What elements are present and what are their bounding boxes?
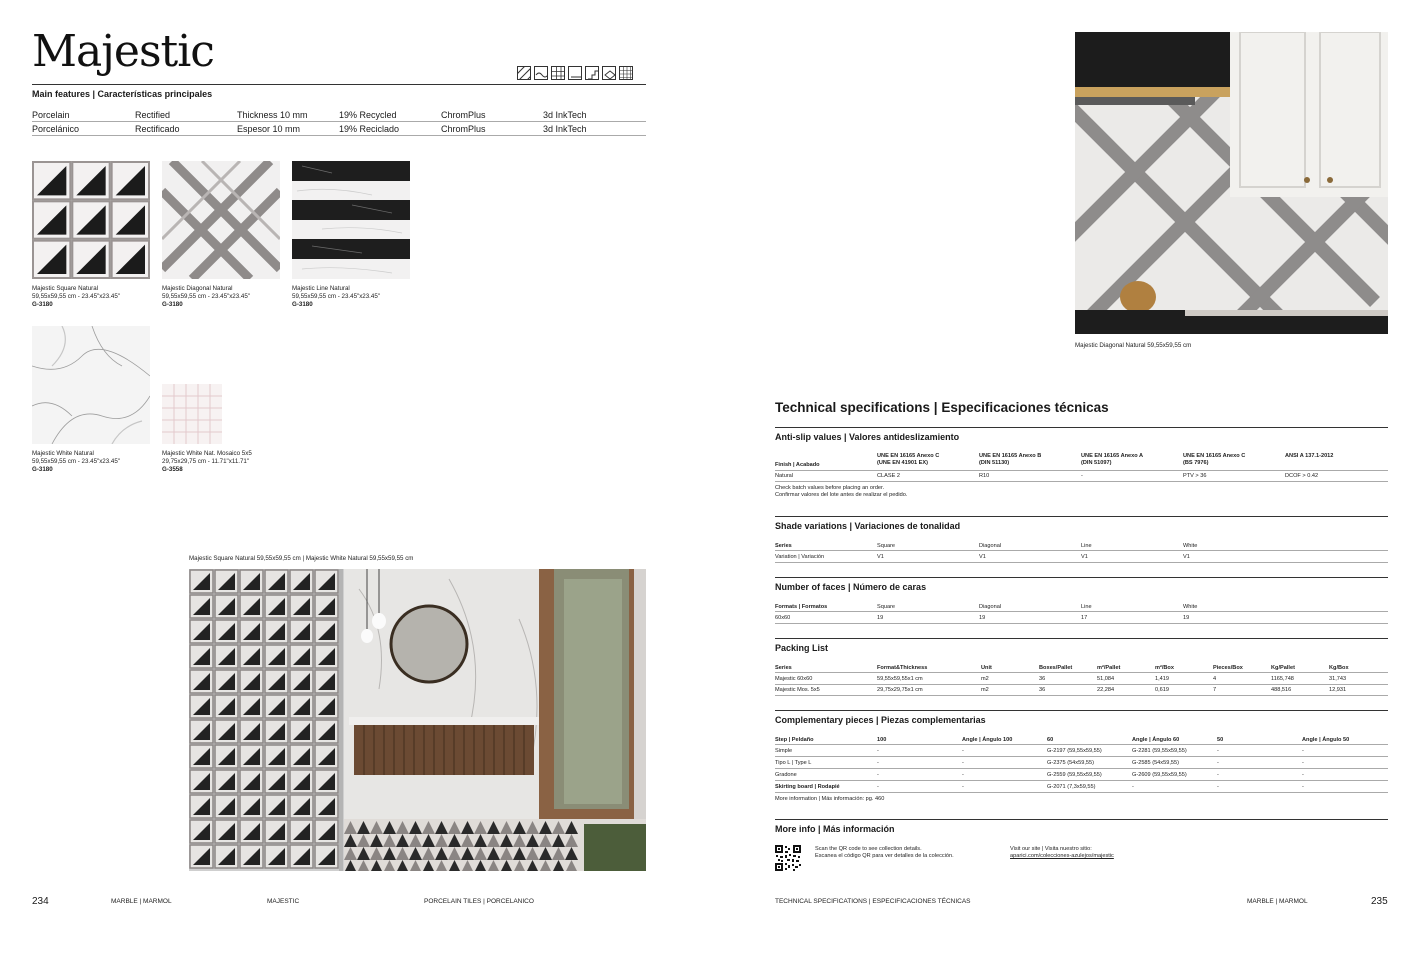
comp-cell: -	[1302, 760, 1304, 766]
faces-title: Number of faces | Número de caras	[775, 582, 927, 592]
tile-size: 29,75x29,75 cm - 11.71"x11.71"	[162, 458, 250, 465]
feature-en-5: 3d InkTech	[543, 110, 587, 120]
page-number-right: 235	[1371, 896, 1388, 907]
packing-cell: 59,55x59,55x1 cm	[877, 676, 923, 682]
comp-cell: -	[962, 772, 964, 778]
antislip-note-es: Confirmar valores del lote antes de realizar el pedido.	[775, 492, 908, 498]
tile-diagonal-image	[162, 161, 280, 279]
comp-row-rule	[775, 792, 1388, 793]
antislip-cell: PTV > 36	[1183, 473, 1207, 479]
collection-title: Majestic	[32, 26, 214, 77]
comp-header: Angle | Ángulo 50	[1302, 737, 1350, 743]
antislip-header-2b: (DIN 51130)	[979, 460, 1010, 466]
faces-header: Diagonal	[979, 604, 1002, 610]
comp-header: Step | Peldaño	[775, 737, 814, 743]
complementary-title: Complementary pieces | Piezas complementarias	[775, 715, 986, 725]
packing-cell: 36	[1039, 687, 1046, 693]
kitchen-photo	[1075, 32, 1388, 334]
antislip-header-rule	[775, 470, 1388, 471]
comp-cell: -	[962, 760, 964, 766]
packing-cell: 488,516	[1271, 687, 1292, 693]
comp-header: Angle | Ángulo 100	[962, 737, 1013, 743]
footer-section: TECHNICAL SPECIFICATIONS | ESPECIFICACIONES TÉCNICAS	[775, 898, 971, 905]
comp-cell: G-2559 (59,55x59,55)	[1047, 772, 1102, 778]
comp-cell: Skirting board | Rodapié	[775, 784, 840, 790]
packing-header-rule	[775, 672, 1388, 673]
antislip-header-finish: Finish | Acabado	[775, 462, 820, 468]
packing-cell: 29,75x29,75x1 cm	[877, 687, 923, 693]
antislip-note-en: Check batch values before placing an order.	[775, 485, 885, 491]
faces-row-rule	[775, 623, 1388, 624]
collection-url-link[interactable]: aparici.com/colecciones-azulejos/majestic	[1010, 853, 1114, 859]
packing-row-rule	[775, 684, 1388, 685]
tile-code: G-3180	[292, 301, 313, 308]
comp-cell: Gradone	[775, 772, 797, 778]
comp-more-info: More information | Más información: pg. 460	[775, 796, 885, 802]
comp-row-rule	[775, 780, 1388, 781]
packing-cell: m2	[981, 676, 989, 682]
faces-header: Line	[1081, 604, 1092, 610]
comp-header: 50	[1217, 737, 1224, 743]
antislip-header-4a: UNE EN 16165 Anexo C	[1183, 453, 1246, 459]
packing-header: Unit	[981, 665, 992, 671]
kitchen-photo-caption: Majestic Diagonal Natural 59,55x59,55 cm	[1075, 342, 1192, 349]
comp-cell: G-2375 (54x59,55)	[1047, 760, 1094, 766]
shade-header: Diagonal	[979, 543, 1002, 549]
feature-en-1: Rectified	[135, 110, 171, 120]
more-info-title: More info | Más información	[775, 824, 895, 834]
shade-cell: V1	[979, 554, 986, 560]
tile-code: G-3180	[32, 301, 53, 308]
feature-en-3: 19% Recycled	[339, 110, 397, 120]
shade-header: Series	[775, 543, 792, 549]
packing-cell: 22,284	[1097, 687, 1115, 693]
packing-cell: Majestic Mos. 5x5	[775, 687, 820, 693]
antislip-rule	[775, 427, 1388, 428]
shade-cell: Variation | Variación	[775, 554, 825, 560]
floor-icon	[568, 66, 582, 80]
tech-spec-title: Technical specifications | Especificaciones técnicas	[775, 400, 1109, 415]
comp-cell: Simple	[775, 748, 793, 754]
packing-cell: 1165,748	[1271, 676, 1294, 682]
packing-cell: 0,619	[1155, 687, 1169, 693]
comp-cell: -	[1217, 772, 1219, 778]
faces-cell: 60x60	[775, 615, 791, 621]
packing-cell: 36	[1039, 676, 1046, 682]
packing-cell: 31,743	[1329, 676, 1347, 682]
antislip-header-4b: (BS 7976)	[1183, 460, 1209, 466]
packing-header: Kg/Pallet	[1271, 665, 1295, 671]
complementary-rule	[775, 710, 1388, 711]
packing-header: Kg/Box	[1329, 665, 1349, 671]
shade-cell: V1	[1183, 554, 1190, 560]
footer-type: PORCELAIN TILES | PORCELANICO	[424, 898, 534, 905]
feature-icons	[517, 66, 633, 80]
title-rule	[32, 84, 646, 85]
features-bottom-rule	[32, 135, 646, 136]
comp-header: 100	[877, 737, 887, 743]
feature-es-1: Rectificado	[135, 124, 180, 134]
tile-white-caption	[32, 450, 120, 474]
tile-diagonal-caption	[162, 285, 250, 309]
feature-es-4: ChromPlus	[441, 124, 486, 134]
packing-header: Pieces/Box	[1213, 665, 1243, 671]
shade-cell: V1	[1081, 554, 1088, 560]
comp-cell: G-2281 (59,55x59,55)	[1132, 748, 1187, 754]
comp-cell: -	[1217, 784, 1219, 790]
antislip-row-rule	[775, 481, 1388, 482]
qr-code-icon[interactable]	[775, 845, 801, 871]
packing-cell: m2	[981, 687, 989, 693]
comp-cell: -	[962, 748, 964, 754]
faces-rule	[775, 577, 1388, 578]
visit-site-label: Visit our site | Visita nuestro sitio:	[1010, 846, 1092, 852]
page-number-left: 234	[32, 896, 49, 907]
comp-cell: -	[1217, 748, 1219, 754]
tile-name: Majestic White Natural	[32, 450, 94, 457]
packing-header: Series	[775, 665, 792, 671]
shade-header: Line	[1081, 543, 1092, 549]
shade-header-rule	[775, 550, 1388, 551]
rectified-icon	[517, 66, 531, 80]
antislip-header-1b: (UNE EN 41901 EX)	[877, 460, 928, 466]
shade-header: White	[1183, 543, 1198, 549]
comp-header-rule	[775, 744, 1388, 745]
packing-cell: 12,931	[1329, 687, 1347, 693]
tile-white-image	[32, 326, 150, 444]
antislip-cell: CLASE 2	[877, 473, 901, 479]
comp-cell: -	[877, 772, 879, 778]
feature-es-3: 19% Reciclado	[339, 124, 400, 134]
shade-row-rule	[775, 562, 1388, 563]
tile-square-image	[32, 161, 150, 279]
packing-rule	[775, 638, 1388, 639]
comp-cell: -	[1217, 760, 1219, 766]
tile-size: 59,55x59,55 cm - 23.45"x23.45"	[32, 293, 120, 300]
packing-header: m²/Box	[1155, 665, 1174, 671]
faces-cell: 17	[1081, 615, 1088, 621]
antislip-cell: DCOF > 0.42	[1285, 473, 1319, 479]
comp-header: 60	[1047, 737, 1054, 743]
antislip-header-3b: (DIN 51097)	[1081, 460, 1112, 466]
comp-cell: G-2609 (59,55x59,55)	[1132, 772, 1187, 778]
feature-en-4: ChromPlus	[441, 110, 486, 120]
stairs-icon	[585, 66, 599, 80]
comp-cell: -	[877, 748, 879, 754]
bathroom-photo-caption: Majestic Square Natural 59,55x59,55 cm | Majestic White Natural 59,55x59,55 cm	[189, 555, 414, 562]
faces-cell: 19	[979, 615, 986, 621]
comp-cell: -	[1302, 748, 1304, 754]
qr-instruction-es: Escanea el código QR para ver detalles de la colección.	[815, 853, 954, 859]
tile-code: G-3180	[162, 301, 183, 308]
footer-category-left: MARBLE | MARMOL	[111, 898, 172, 905]
packing-header: Boxes/Pallet	[1039, 665, 1073, 671]
feature-en-0: Porcelain	[32, 110, 70, 120]
tile-code: G-3180	[32, 466, 53, 473]
tile-name-suffix: Mosaico 5x5	[217, 450, 252, 457]
packing-row-rule	[775, 695, 1388, 696]
tile-mosaic-image	[162, 384, 222, 444]
comp-cell: G-2585 (54x59,55)	[1132, 760, 1179, 766]
comp-cell: -	[962, 784, 964, 790]
packing-header: Format&Thickness	[877, 665, 928, 671]
tile-line-caption	[292, 285, 380, 309]
tile-name: Majestic Square Natural	[32, 285, 99, 292]
packing-cell: Majestic 60x60	[775, 676, 813, 682]
packing-header: m²/Pallet	[1097, 665, 1121, 671]
tile-size: 59,55x59,55 cm - 23.45"x23.45"	[292, 293, 380, 300]
wave-icon	[534, 66, 548, 80]
tile-name: Majestic Line Natural	[292, 285, 350, 292]
antislip-title: Anti-slip values | Valores antideslizamiento	[775, 432, 960, 442]
antislip-header-3a: UNE EN 16165 Anexo A	[1081, 453, 1144, 459]
footer-category-right: MARBLE | MARMOL	[1247, 898, 1308, 905]
antislip-cell: Natural	[775, 473, 794, 479]
antislip-header-5: ANSI A 137.1-2012	[1285, 453, 1334, 459]
antislip-header-1a: UNE EN 16165 Anexo C	[877, 453, 940, 459]
faces-cell: 19	[877, 615, 884, 621]
feature-es-0: Porcelánico	[32, 124, 80, 134]
mosaic-icon	[619, 66, 633, 80]
feature-en-2: Thickness 10 mm	[237, 110, 308, 120]
comp-cell: G-2197 (59,55x59,55)	[1047, 748, 1102, 754]
tile-name: Majestic White Nat.	[162, 450, 216, 457]
faces-header: White	[1183, 604, 1198, 610]
antislip-cell: -	[1081, 473, 1083, 479]
comp-row-rule	[775, 756, 1388, 757]
shade-title: Shade variations | Variaciones de tonalidad	[775, 521, 961, 531]
comp-cell: G-2071 (7,3x59,55)	[1047, 784, 1096, 790]
comp-cell: -	[877, 760, 879, 766]
features-divider	[32, 121, 646, 122]
tile-square-caption	[32, 285, 120, 309]
bathroom-photo	[189, 569, 646, 871]
shade-cell: V1	[877, 554, 884, 560]
packing-cell: 1,419	[1155, 676, 1169, 682]
main-features-title: Main features | Características principales	[32, 89, 213, 99]
comp-cell: -	[1132, 784, 1134, 790]
layers-icon	[602, 66, 616, 80]
tile-mosaic-caption	[162, 450, 252, 474]
faces-header: Square	[877, 604, 896, 610]
packing-title: Packing List	[775, 643, 829, 653]
tile-size: 59,55x59,55 cm - 23.45"x23.45"	[32, 458, 120, 465]
comp-cell: -	[1302, 784, 1304, 790]
footer-collection: MAJESTIC	[267, 898, 300, 905]
antislip-cell: R10	[979, 473, 990, 479]
grid-icon	[551, 66, 565, 80]
more-info-rule	[775, 819, 1388, 820]
faces-header-rule	[775, 611, 1388, 612]
packing-cell: 4	[1213, 676, 1217, 682]
tile-size: 59,55x59,55 cm - 23.45"x23.45"	[162, 293, 250, 300]
feature-es-5: 3d InkTech	[543, 124, 587, 134]
feature-es-2: Espesor 10 mm	[237, 124, 301, 134]
faces-cell: 19	[1183, 615, 1190, 621]
comp-cell: Tipo L | Type L	[775, 760, 812, 766]
packing-cell: 7	[1213, 687, 1217, 693]
comp-row-rule	[775, 768, 1388, 769]
qr-instruction-en: Scan the QR code to see collection details.	[815, 846, 922, 852]
shade-rule	[775, 516, 1388, 517]
faces-header: Formats | Formatos	[775, 604, 828, 610]
comp-cell: -	[877, 784, 879, 790]
comp-cell: -	[1302, 772, 1304, 778]
shade-header: Square	[877, 543, 896, 549]
packing-cell: 51,084	[1097, 676, 1115, 682]
tile-line-image	[292, 161, 410, 279]
antislip-header-2a: UNE EN 16165 Anexo B	[979, 453, 1042, 459]
tile-code: G-3558	[162, 466, 183, 473]
comp-header: Angle | Ángulo 60	[1132, 737, 1180, 743]
tile-name: Majestic Diagonal Natural	[162, 285, 233, 292]
